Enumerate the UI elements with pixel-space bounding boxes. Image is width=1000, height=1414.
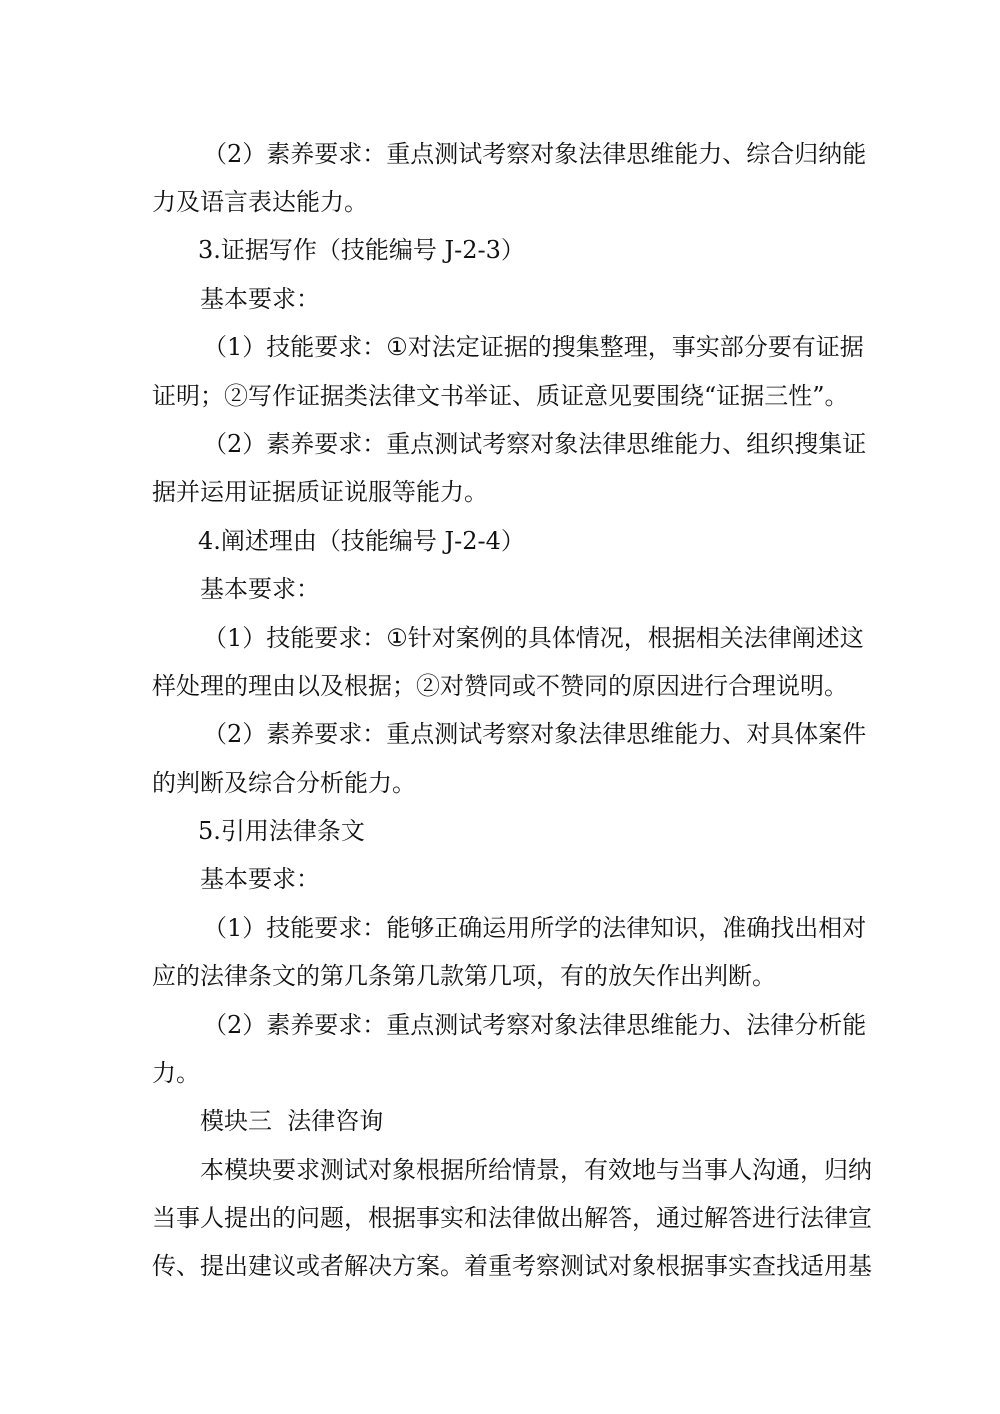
text-line	[0, 472, 1000, 512]
paragraph-line: 据并运用证据质证说服等能力。	[152, 478, 488, 506]
paragraph-line: 当 事 人 提 出 的 问 题 ， 根 据 事 实 和 法 律 做 出 解 答 ， 通 过 解 答 进 行 法 律 宣	[152, 1204, 872, 1232]
text-line	[0, 908, 1000, 948]
paragraph-line: （ 2 ） 素 养 要 求 ： 重 点 测 试 考 察 对 象 法 律 思 维 能 力 、 综 合 归 纳 能	[203, 140, 867, 168]
paragraph-line: 的判断及综合分析能力。	[152, 769, 416, 797]
paragraph-line: 传 、 提 出 建 议 或 者 解 决 方 案 。 着 重 考 察 测 试 对 象 根 据 事 实 查 找 适 用 基	[152, 1252, 872, 1280]
paragraph-line: 本 模 块 要 求 测 试 对 象 根 据 所 给 情 景 ， 有 效 地 与 当 事 人 沟 通 ， 归 纳	[200, 1156, 872, 1184]
text-line	[0, 569, 1000, 609]
text-line	[0, 327, 1000, 367]
text-line	[0, 521, 1000, 561]
subheading: 基本要求：	[200, 865, 320, 893]
text-line	[0, 1053, 1000, 1093]
text-line	[0, 230, 1000, 270]
text-line	[0, 618, 1000, 658]
section-heading: 3.证据写作（技能编号 J-2-3）	[198, 236, 525, 264]
text-line	[0, 763, 1000, 803]
section-heading: 4.阐述理由（技能编号 J-2-4）	[198, 527, 525, 555]
paragraph-line: 证明；②写作证据类法律文书举证、质证意见要围绕“证据三性”。	[152, 382, 849, 410]
text-line	[0, 1150, 1000, 1190]
text-line	[0, 424, 1000, 464]
text-line	[0, 1246, 1000, 1286]
text-line	[0, 811, 1000, 851]
text-line	[0, 1198, 1000, 1238]
text-line	[0, 134, 1000, 174]
paragraph-line: （ 2 ） 素 养 要 求 ： 重 点 测 试 考 察 对 象 法 律 思 维 能 力 、 对 具 体 案 件	[203, 720, 867, 748]
subheading: 基本要求：	[200, 285, 320, 313]
paragraph-line: 力及语言表达能力。	[152, 188, 368, 216]
paragraph-line: 应的法律条文的第几条第几款第几项，有的放矢作出判断。	[152, 962, 776, 990]
subheading: 基本要求：	[200, 575, 320, 603]
module-heading: 模块三 法律咨询	[200, 1107, 384, 1135]
text-line	[0, 666, 1000, 706]
text-line	[0, 859, 1000, 899]
paragraph-line: 力。	[152, 1059, 200, 1087]
section-heading: 5.引用法律条文	[198, 817, 365, 845]
text-line	[0, 956, 1000, 996]
text-line	[0, 376, 1000, 416]
text-line	[0, 1101, 1000, 1141]
text-line	[0, 279, 1000, 319]
paragraph-line: （ 1 ） 技 能 要 求 ： ① 对 法 定 证 据 的 搜 集 整 理 ， 事 实 部 分 要 有 证 据	[203, 333, 864, 361]
paragraph-line: （ 1 ） 技 能 要 求 ： 能 够 正 确 运 用 所 学 的 法 律 知 识 ， 准 确 找 出 相 对	[203, 914, 867, 942]
paragraph-line: 样处理的理由以及根据；②对赞同或不赞同的原因进行合理说明。	[152, 672, 848, 700]
paragraph-line: （ 1 ） 技 能 要 求 ： ① 针 对 案 例 的 具 体 情 况 ， 根 据 相 关 法 律 阐 述 这	[203, 624, 864, 652]
text-line	[0, 1005, 1000, 1045]
text-line	[0, 714, 1000, 754]
paragraph-line: （ 2 ） 素 养 要 求 ： 重 点 测 试 考 察 对 象 法 律 思 维 能 力 、 法 律 分 析 能	[203, 1011, 867, 1039]
text-line	[0, 182, 1000, 222]
paragraph-line: （ 2 ） 素 养 要 求 ： 重 点 测 试 考 察 对 象 法 律 思 维 能 力 、 组 织 搜 集 证	[203, 430, 867, 458]
